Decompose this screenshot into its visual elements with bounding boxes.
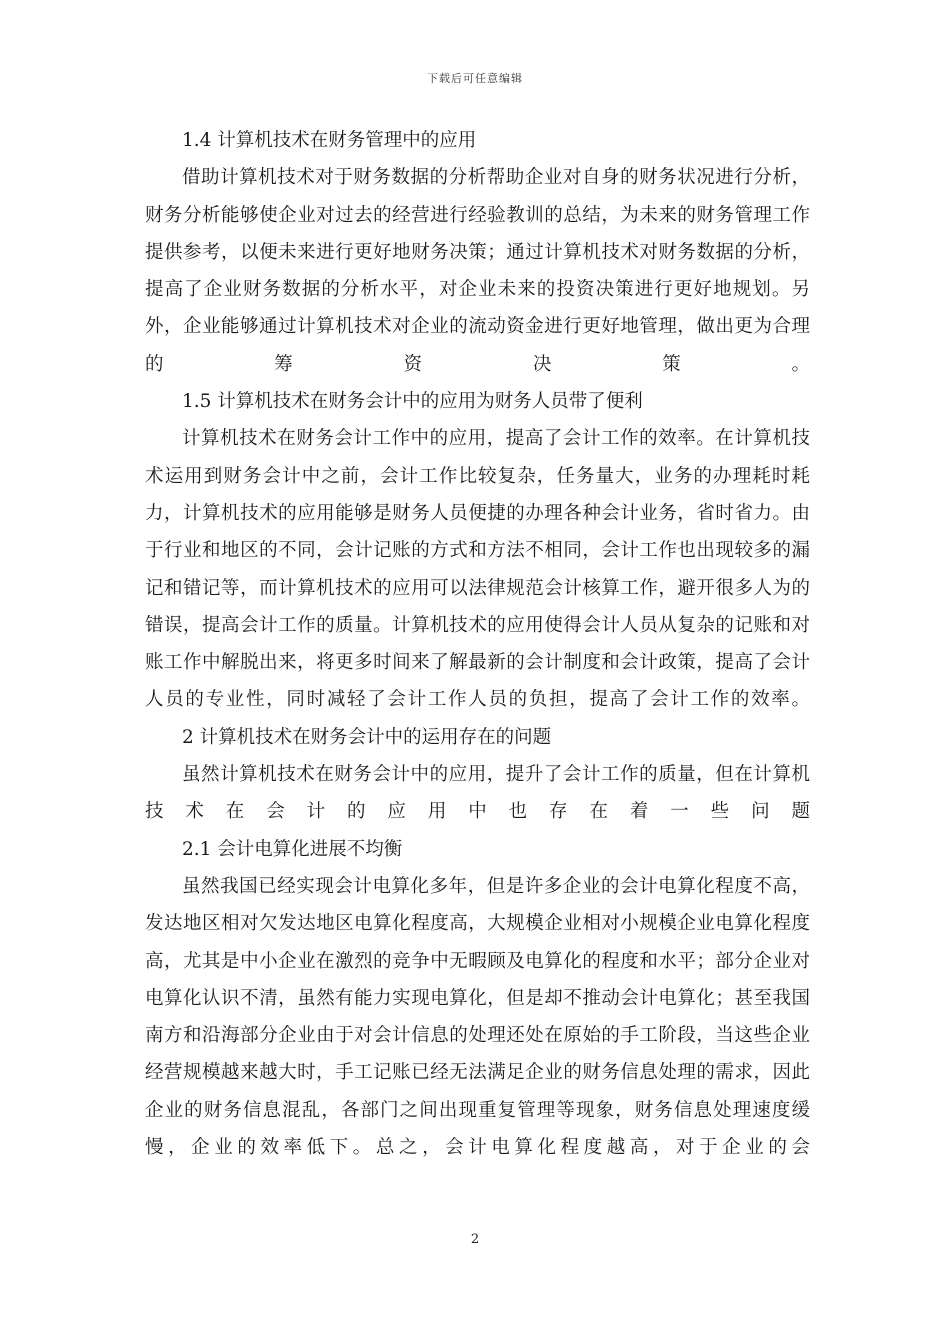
page-content (145, 122, 810, 1166)
section-paragraph-1-5: 计算机技术在财务会计工作中的应用，提高了会计工作的效率。在计算机技术运用到财务会计中之前，会计工作比较复杂，任务量大，业务的办理耗时耗力，计算机技术的应用能够是财务人员便捷的办理各种会计业务，省时省力。由于行业和地区的不同，会计记账的方式和方法不相同，会计工作也出现较多的漏记和错记等，而计算机技术的应用可以法律规范会计核算工作，避开很多人为的错误，提高会计工作的质量。计算机技术的应用使得会计人员从复杂的记账和对账工作中解脱出来，将更多时间来了解最新的会计制度和会计政策，提高了会计人员的专业性，同时减轻了会计工作人员的负担，提高了会计工作的效率。 (145, 428, 810, 711)
section-heading-1-5: 1.5 计算机技术在财务会计中的应用为财务人员带了便利 (182, 391, 643, 413)
section-heading-2-1: 2.1 会计电算化进展不均衡 (182, 838, 403, 860)
header-note: 下载后可任意编辑 (427, 72, 523, 85)
section-heading-1-4: 1.4 计算机技术在财务管理中的应用 (182, 130, 477, 151)
section-paragraph-1-4: 借助计算机技术对于财务数据的分析帮助企业对自身的财务状况进行分析，财务分析能够使企业对过去的经营进行经验教训的总结，为未来的财务管理工作提供参考，以便未来进行更好地财务决策；通过计算机技术对财务数据的分析，提高了企业财务数据的分析水平，对企业未来的投资决策进行更好地规划。另外，企业能够通过计算机技术对企业的流动资金进行更好地管理，做出更为合理的筹资决策。 (145, 167, 810, 375)
page-number: 2 (470, 1232, 480, 1247)
section-paragraph-2-1: 虽然我国已经实现会计电算化多年，但是许多企业的会计电算化程度不高，发达地区相对欠发达地区电算化程度高，大规模企业相对小规模企业电算化程度高，尤其是中小企业在激烈的竞争中无暇顾及电算化的程度和水平；部分企业对电算化认识不清，虽然有能力实现电算化，但是却不推动会计电算化；甚至我国南方和沿海部分企业由于对会计信息的处理还处在原始的手工阶段，当这些企业经营规模越来越大时，手工记账已经无法满足企业的财务信息处理的需求，因此企业的财务信息混乱，各部门之间出现重复管理等现象，财务信息处理速度缓慢，企业的效率低下。总之，会计电算化程度越高，对于企业的会 (145, 875, 810, 1159)
section-paragraph-2: 虽然计算机技术在财务会计中的应用，提升了会计工作的质量，但在计算机技术在会计的应用中也存在着一些问题 (145, 764, 810, 823)
section-heading-2: 2 计算机技术在财务会计中的运用存在的问题 (182, 726, 552, 748)
